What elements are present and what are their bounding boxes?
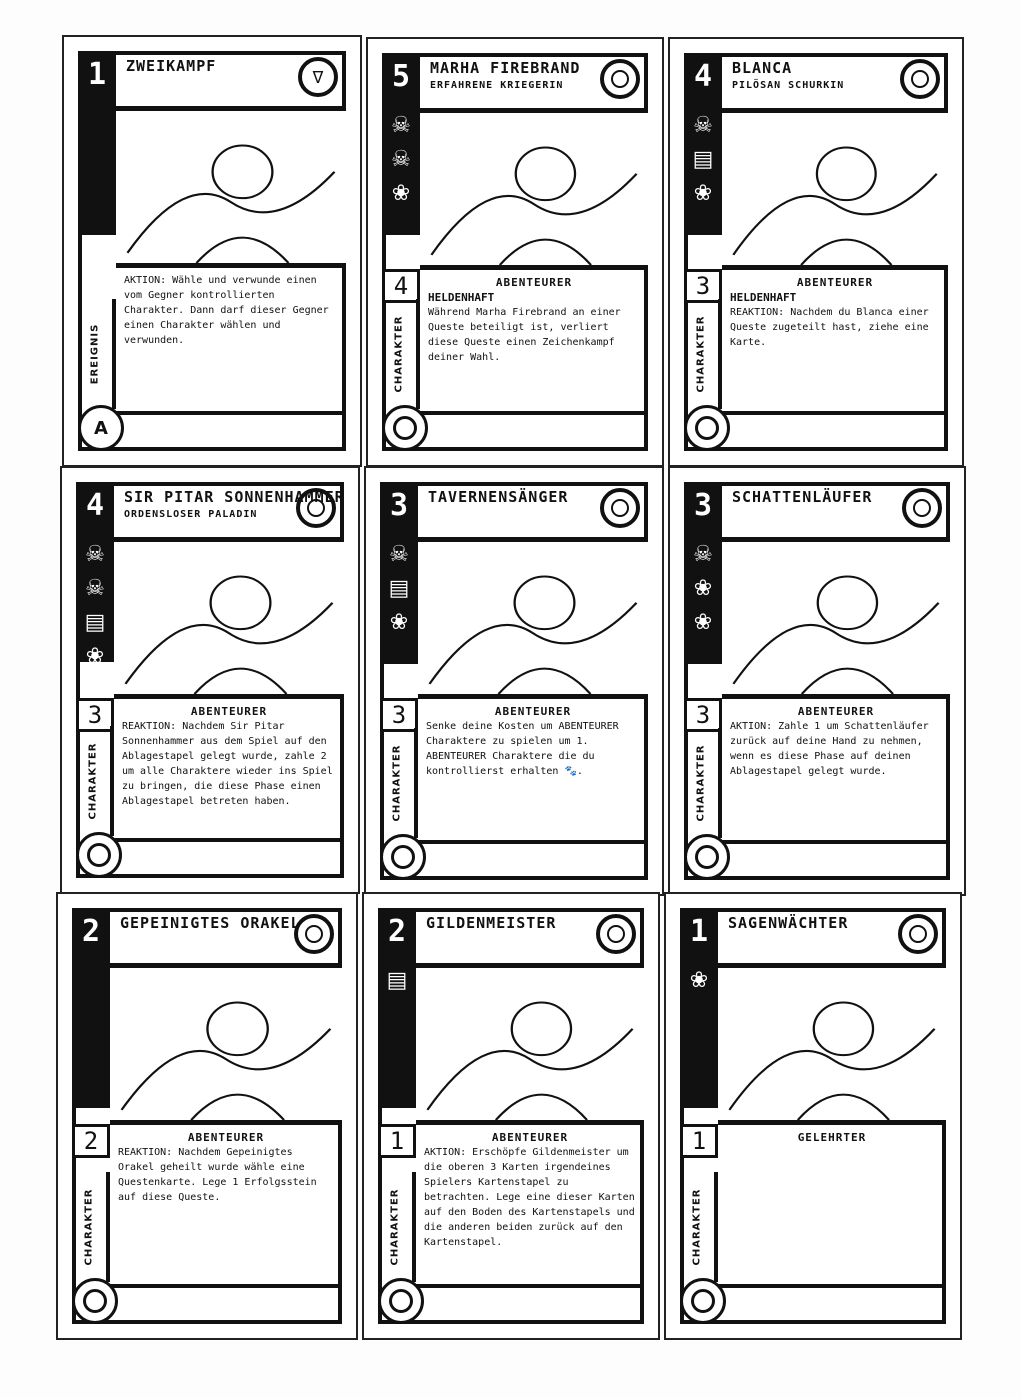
- set-ring: [695, 845, 719, 869]
- rules-text: Während Marha Firebrand an einer Queste beteiligt ist, verliert diese Queste einen Zeichenkampf deiner Wahl.: [428, 307, 621, 363]
- paw-icon: ❀: [693, 576, 713, 601]
- badge-ring: [611, 70, 629, 88]
- game-card[interactable]: [362, 892, 660, 1340]
- card-title: GILDENMEISTER: [426, 914, 557, 932]
- rules-text: AKTION: Wähle und verwunde einen vom Gegner kontrollierten Charakter. Dann darf dieser Gegner einen Charakter wählen und verwunden.: [124, 275, 329, 346]
- text-divider: [418, 840, 648, 844]
- card-illustration: [420, 113, 648, 270]
- card-illustration: [722, 113, 948, 270]
- card-class: ABENTEURER: [495, 276, 573, 289]
- sphere-badge-icon: [294, 914, 334, 954]
- set-symbol-icon: [684, 405, 730, 451]
- card-trait: HELDENHAFT: [730, 291, 797, 304]
- game-card[interactable]: [668, 466, 966, 896]
- set-symbol-icon: [78, 405, 124, 451]
- threat-cost: 3: [684, 269, 722, 303]
- set-ring: [691, 1289, 715, 1313]
- type-bar: [76, 726, 114, 836]
- card-cost: 1: [689, 914, 709, 949]
- set-ring: [695, 416, 719, 440]
- badge-ring: [307, 499, 325, 517]
- set-ring: [87, 843, 111, 867]
- card-cost: 2: [81, 914, 101, 949]
- set-symbol-icon: [72, 1278, 118, 1324]
- card-illustration: [418, 542, 648, 699]
- card-subtitle: PILÖSAN SCHURKIN: [732, 80, 845, 91]
- card-type: CHARAKTER: [87, 742, 99, 820]
- card-class: ABENTEURER: [491, 1131, 569, 1144]
- paw-icon: ❀: [85, 644, 105, 669]
- game-card[interactable]: [62, 35, 362, 467]
- card-type: EREIGNIS: [89, 323, 101, 385]
- card-cost: 1: [87, 57, 107, 92]
- skull-icon: ☠: [693, 542, 713, 567]
- card-title: BLANCA: [732, 59, 793, 77]
- attribute-icons: [380, 538, 418, 640]
- sphere-badge-icon: [296, 488, 336, 528]
- title-bar: [718, 908, 946, 968]
- rules-text: REAKTION: Nachdem Sir Pitar Sonnenhammer aus dem Spiel auf den Ablagestapel gelegt wurde, zahle 2 um alle Charaktere wieder ins Spiel zu bringen, die diese Phase einen Ablagestapel betreten haben.: [122, 721, 333, 807]
- card-class: ABENTEURER: [796, 276, 874, 289]
- threat-cost: 3: [684, 698, 722, 732]
- badge-ring: [913, 499, 931, 517]
- rules-text-box: [722, 1126, 942, 1284]
- card-type: CHARAKTER: [391, 744, 403, 822]
- text-divider: [110, 1284, 342, 1288]
- set-symbol-icon: [680, 1278, 726, 1324]
- paw-icon: ❀: [689, 968, 709, 993]
- card-title: TAVERNENSÄNGER: [428, 488, 569, 506]
- rules-text-box: [726, 271, 944, 411]
- title-bar: [722, 53, 948, 113]
- title-bar: [114, 482, 344, 542]
- card-title: ZWEIKAMPF: [126, 57, 217, 75]
- attribute-icons: [378, 964, 416, 998]
- attribute-icons: [76, 538, 114, 674]
- game-card[interactable]: [60, 466, 360, 894]
- card-illustration: [110, 968, 342, 1125]
- card-title: GEPEINIGTES ORAKEL: [120, 914, 301, 932]
- type-bar: [72, 1172, 110, 1282]
- card-title: SAGENWÄCHTER: [728, 914, 849, 932]
- paw-icon: ❀: [693, 181, 713, 206]
- book-icon: ▤: [388, 576, 410, 601]
- skull-icon: ☠: [693, 113, 713, 138]
- rules-text-box: [118, 700, 340, 838]
- sphere-badge-icon: [600, 59, 640, 99]
- game-card[interactable]: [366, 37, 664, 467]
- card-cost: 3: [693, 488, 713, 523]
- text-divider: [718, 1284, 946, 1288]
- text-divider: [416, 1284, 644, 1288]
- paw-icon: ❀: [389, 610, 409, 635]
- rules-text-box: [420, 1126, 640, 1284]
- title-bar: [416, 908, 644, 968]
- card-cost: 5: [391, 59, 411, 94]
- set-symbol-icon: [378, 1278, 424, 1324]
- card-illustration: [722, 542, 950, 699]
- card-type: CHARAKTER: [389, 1188, 401, 1266]
- set-symbol-icon: [684, 834, 730, 880]
- rules-text-box: [114, 1126, 338, 1284]
- game-card[interactable]: [668, 37, 964, 467]
- type-bar: [680, 1172, 718, 1282]
- card-illustration: [718, 968, 946, 1125]
- badge-ring: [909, 925, 927, 943]
- card-class: GELEHRTER: [797, 1131, 867, 1144]
- title-bar: [110, 908, 342, 968]
- title-bar: [420, 53, 648, 113]
- card-cost: 4: [85, 488, 105, 523]
- card-title: SIR PITAR SONNENHAMMER: [124, 488, 345, 506]
- skull-icon: ☠: [391, 113, 411, 138]
- badge-ring: [305, 925, 323, 943]
- game-card[interactable]: [364, 466, 664, 896]
- card-class: ABENTEURER: [187, 1131, 265, 1144]
- sphere-badge-icon: [298, 57, 338, 97]
- game-card[interactable]: [664, 892, 962, 1340]
- threat-cost: 1: [378, 1124, 416, 1158]
- text-divider: [722, 840, 950, 844]
- card-type: CHARAKTER: [393, 315, 405, 393]
- attribute-icons: [680, 964, 718, 998]
- book-icon: ▤: [692, 147, 714, 172]
- set-ring: [389, 1289, 413, 1313]
- badge-ring: [611, 499, 629, 517]
- text-divider: [420, 411, 648, 415]
- rules-text-box: [422, 700, 644, 840]
- attribute-icons: [684, 538, 722, 640]
- skull-icon: ☠: [85, 542, 105, 567]
- title-bar: [418, 482, 648, 542]
- skull-icon: ☠: [391, 147, 411, 172]
- rules-text: REAKTION: Nachdem Gepeinigtes Orakel geheilt wurde wähle eine Questenkarte. Lege 1 Erfolgsstein auf diese Queste.: [118, 1147, 317, 1203]
- card-type: CHARAKTER: [695, 315, 707, 393]
- type-bar: [78, 299, 116, 409]
- rules-text: Senke deine Kosten um ABENTEURER Charaktere zu spielen um 1. ABENTEURER Charaktere die du kontrollierst erhalten 🐾.: [426, 721, 619, 777]
- attribute-icons: [382, 109, 420, 211]
- sphere-badge-icon: [902, 488, 942, 528]
- rules-text: REAKTION: Nachdem du Blanca einer Queste zugeteilt hast, ziehe eine Karte.: [730, 307, 929, 348]
- card-subtitle: ERFAHRENE KRIEGERIN: [430, 80, 564, 91]
- threat-cost: 2: [72, 1124, 110, 1158]
- set-ring: [391, 845, 415, 869]
- skull-icon: ☠: [85, 576, 105, 601]
- paw-icon: ❀: [693, 610, 713, 635]
- rules-text: AKTION: Zahle 1 um Schattenläufer zurück auf deine Hand zu nehmen, wenn es diese Phase auf deinen Ablagestapel gelegt wurde.: [730, 721, 929, 777]
- threat-cost: 3: [380, 698, 418, 732]
- game-card[interactable]: [56, 892, 358, 1340]
- set-glyph: A: [94, 417, 108, 439]
- rules-text: AKTION: Erschöpfe Gildenmeister um die oberen 3 Karten irgendeines Spielers Kartenstapel zu betrachten. Lege eine dieser Karten auf den Boden des Kartenstapels und die anderen beiden zurück auf den Kartenstapel.: [424, 1147, 635, 1248]
- card-subtitle: ORDENSLOSER PALADIN: [124, 509, 258, 520]
- badge-glyph: ᐁ: [312, 67, 324, 87]
- sphere-badge-icon: [898, 914, 938, 954]
- text-divider: [114, 838, 344, 842]
- card-cost: 2: [387, 914, 407, 949]
- card-class: ABENTEURER: [190, 705, 268, 718]
- type-bar: [382, 299, 420, 409]
- type-bar: [380, 728, 418, 838]
- card-trait: HELDENHAFT: [428, 291, 495, 304]
- card-type: CHARAKTER: [691, 1188, 703, 1266]
- card-class: ABENTEURER: [494, 705, 572, 718]
- attribute-icons: [684, 109, 722, 211]
- rules-text-box: [120, 269, 342, 411]
- type-bar: [378, 1172, 416, 1282]
- title-bar: [722, 482, 950, 542]
- type-bar: [684, 728, 722, 838]
- threat-cost: 4: [382, 269, 420, 303]
- rules-text-box: [424, 271, 644, 411]
- card-type: CHARAKTER: [695, 744, 707, 822]
- set-ring: [393, 416, 417, 440]
- type-bar: [684, 299, 722, 409]
- set-symbol-icon: [380, 834, 426, 880]
- card-title: SCHATTENLÄUFER: [732, 488, 873, 506]
- sphere-badge-icon: [900, 59, 940, 99]
- badge-ring: [607, 925, 625, 943]
- skull-icon: ☠: [389, 542, 409, 567]
- card-illustration: [116, 111, 346, 268]
- card-illustration: [114, 542, 344, 699]
- rules-text-box: [726, 700, 946, 840]
- card-illustration: [416, 968, 644, 1125]
- sphere-badge-icon: [600, 488, 640, 528]
- card-cost: 3: [389, 488, 409, 523]
- threat-cost: 3: [76, 698, 114, 732]
- card-cost: 4: [693, 59, 713, 94]
- paw-icon: ❀: [391, 181, 411, 206]
- threat-cost: 1: [680, 1124, 718, 1158]
- badge-ring: [911, 70, 929, 88]
- card-type: CHARAKTER: [83, 1188, 95, 1266]
- book-icon: ▤: [386, 968, 408, 993]
- title-bar: [116, 51, 346, 111]
- card-title: MARHA FIREBRAND: [430, 59, 581, 77]
- sphere-badge-icon: [596, 914, 636, 954]
- text-divider: [116, 411, 346, 415]
- book-icon: ▤: [84, 610, 106, 635]
- text-divider: [722, 411, 948, 415]
- set-ring: [83, 1289, 107, 1313]
- set-symbol-icon: [382, 405, 428, 451]
- card-class: ABENTEURER: [797, 705, 875, 718]
- set-symbol-icon: [76, 832, 122, 878]
